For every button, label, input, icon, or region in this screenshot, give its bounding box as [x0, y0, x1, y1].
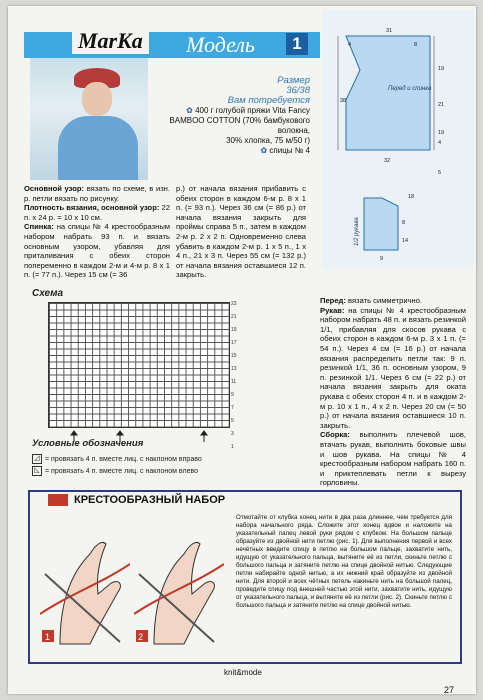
hand-illustration-2	[134, 514, 224, 654]
panel-text: Отмотайте от клубка конец нити в два раза длиннее, чем требуется для набора начального ряда. Сложите этот конец вдвое и наложите на указательный палец левой руки рядом с клубком. На большом пальце образуйте из двойной нити петлю (рис. 1). Для выполнения первой и всех нечётных введите спицу в петлю на большом пальце, захватите нить, идущую от указательного пальца, вытяните её из петли, скиньте петлю с большого пальца и затяните петлю на спице двойной нитью. Следующие петли набирайте одной нитью, а их нижний край образуйте из двойной нити. Для второй и всех чётных петель накиньте нить на большой палец, проведите спицу под внешней частью этой нити, захватите нить, идущую от указательного пальца, и вытяните её из петли (рис. 2). Скиньте петлю с большого пальца и затяните петлю на спице двойной нитью.	[236, 514, 452, 609]
model-number: 1	[286, 33, 308, 55]
panel-title-bar	[48, 492, 460, 508]
yarn-line1: 400 г голубой пряжи Vita Fancy	[195, 106, 310, 115]
svg-text:19: 19	[438, 130, 445, 136]
text-column-1: Основной узор: вязать по схеме, в изн. р. петли вязать по рисунку. Плотность вязания, основной узор: 22 п. х 24 р. = 10 х 10 см. Спинка: на спицы № 4 крестообразным набором набрать 93 п. и вязать основным узором, убавляя для приталивания с обеих сторон попеременно в каждом 2-м и 4-м р. 8 х 1 п. (= 77 п.). Через 15 см (= 36	[24, 184, 170, 280]
svg-text:4: 4	[348, 42, 352, 48]
svg-text:5: 5	[438, 170, 442, 176]
svg-text:18: 18	[408, 194, 415, 200]
svg-text:19: 19	[438, 66, 445, 72]
svg-text:8: 8	[402, 220, 406, 226]
red-accent-bar	[48, 494, 68, 506]
size-value: 36/38	[286, 85, 310, 96]
row-numbers: 23 21 19 17 15 13 11 9 7 5 3 1	[231, 301, 237, 450]
model-title: Модель	[186, 32, 255, 57]
svg-text:31: 31	[386, 28, 393, 34]
hand-illustration-1	[40, 514, 130, 654]
svg-text:1: 1	[45, 632, 51, 642]
page-number: 27	[444, 685, 455, 694]
magazine-page	[8, 6, 476, 694]
face-shape	[82, 82, 112, 116]
needles-line: спицы № 4	[269, 146, 310, 155]
footer-logo: knit&mode	[224, 668, 262, 677]
size-label: Размер	[277, 75, 310, 86]
svg-text:9: 9	[380, 256, 384, 262]
header-bar	[24, 32, 320, 58]
svg-text:32: 32	[384, 158, 391, 164]
text-column-2: р.) от начала вязания прибавить с обеих сторон в каждом 6-м р. 8 х 1 п. (= 93 п.). Через 36 см (= 86 р.) от начала вязания закрыть для проймы справа 5 п., затем в каждом 2-м р. 2 х 2 п. Одновременно слева убавить в каждом 2-м р. 1 х 5 п., 1 х 4 п., 21 х 3 п. Через 55 см (= 132 р.) от начала вязания оставшиеся 12 п. закрыть.	[176, 184, 306, 280]
right-slant-icon: ◿	[32, 454, 42, 464]
svg-text:14: 14	[402, 238, 409, 244]
svg-text:2: 2	[138, 632, 144, 642]
star-icon: ✿	[260, 146, 268, 155]
star-icon: ✿	[186, 106, 193, 115]
sweater-shape	[58, 116, 138, 180]
need-label: Вам потребуется	[227, 95, 310, 106]
svg-text:4: 4	[438, 140, 442, 146]
specs-block	[154, 76, 310, 156]
legend-title: Условные обозначения	[32, 438, 144, 449]
model-photo	[30, 58, 148, 180]
front-label: Перед и спинка	[388, 86, 432, 92]
svg-text:21: 21	[438, 102, 445, 108]
svg-text:38: 38	[340, 98, 347, 104]
stitch-chart-grid	[48, 302, 230, 428]
brand-title: MarKa	[72, 28, 149, 54]
text-column-3: Перед: вязать симметрично. Рукав: на спицы № 4 крестообразным набором набрать 48 п. и вязать резинкой 1/1, прибавляя для скосов рукава с обеих сторон в каждом 6-м р. 3 х 1 п. (= 54 п.). Через 4 см (= 16 р.) от начала вязания распределить петли так: 9 п. резинкой 1/1, 36 п. основным узором, 9 п. резинкой 1/1. Через 6 см (= 22 р.) от начала вязания закрыть для оката рукава с обеих сторон 4 п. и в каждом 2-м р. 10 х 1 п., 4 х 2 п. Через 20 см (= 50 р.) от начала вязания оставшиеся 10 п. закрыть. Сборка: выполнить плечевой шов, втачать рукав, выполнить боковые швы и шов рукава. На спицы № 4 крестообразным набором набрать 160 п. и приктеплевать петли к вырезу горловины.	[320, 296, 466, 488]
sleeve-label: 1/2 рукава	[354, 217, 360, 246]
legend-item-1: ◿ = провязать 4 п. вместе лиц. с наклоном вправо	[32, 454, 202, 464]
svg-text:8: 8	[414, 42, 418, 48]
yarn-line3: 30% хлопка, 75 м/50 г)	[226, 136, 310, 145]
panel-title: КРЕСТООБРАЗНЫЙ НАБОР	[74, 494, 226, 506]
yarn-line2: BAMBOO COTTON (70% бамбукового волокна,	[169, 116, 310, 135]
cast-on-panel	[28, 490, 462, 664]
legend-item-2: ◺ = провязать 4 п. вместе лиц. с наклоном влево	[32, 466, 198, 476]
chart-title: Схема	[32, 288, 64, 299]
left-slant-icon: ◺	[32, 466, 42, 476]
garment-schematic	[318, 10, 474, 268]
